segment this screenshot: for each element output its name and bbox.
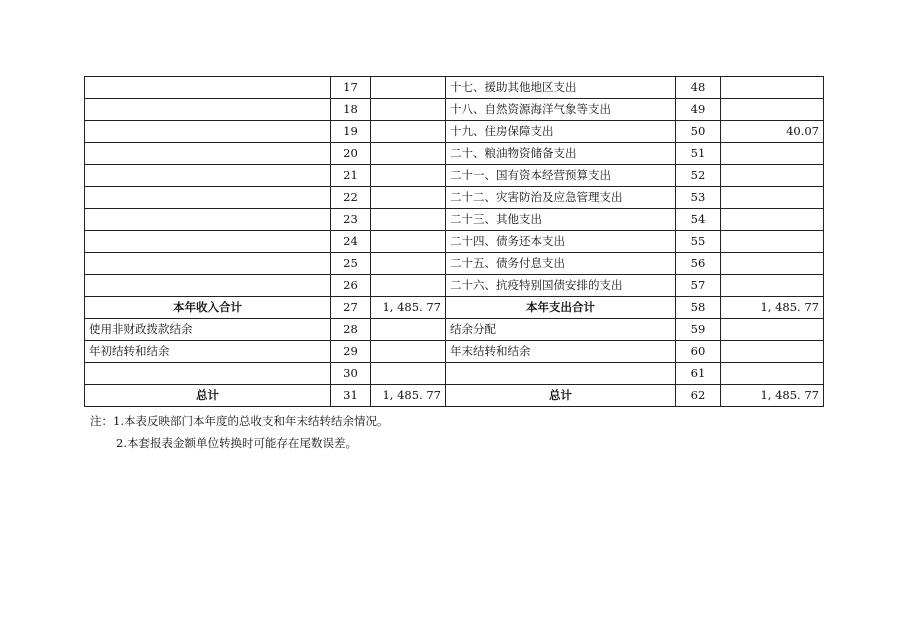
expenditure-line-number-cell: 61 (676, 363, 721, 385)
income-item-cell (85, 165, 331, 187)
income-amount-cell (371, 363, 446, 385)
income-item-cell (85, 253, 331, 275)
income-line-number-cell: 23 (331, 209, 371, 231)
income-line-number-cell: 18 (331, 99, 371, 121)
table-row (85, 319, 824, 341)
expenditure-item-cell: 二十二、灾害防治及应急管理支出 (446, 187, 676, 209)
income-amount-cell (371, 77, 446, 99)
income-amount-cell (371, 341, 446, 363)
expenditure-item-cell: 二十五、债务付息支出 (446, 253, 676, 275)
income-amount-cell (371, 253, 446, 275)
expenditure-line-number-cell: 60 (676, 341, 721, 363)
expenditure-item-cell: 十八、自然资源海洋气象等支出 (446, 99, 676, 121)
income-line-number-cell: 21 (331, 165, 371, 187)
expenditure-amount-cell: 1, 485. 77 (721, 385, 824, 407)
income-item-cell: 总计 (85, 385, 331, 407)
expenditure-item-cell: 二十三、其他支出 (446, 209, 676, 231)
expenditure-item-cell: 十七、援助其他地区支出 (446, 77, 676, 99)
table-row (85, 187, 824, 209)
table-row (85, 253, 824, 275)
expenditure-item-cell: 总计 (446, 385, 676, 407)
table-row (85, 363, 824, 385)
expenditure-amount-cell (721, 275, 824, 297)
expenditure-amount-cell (721, 77, 824, 99)
expenditure-amount-cell (721, 99, 824, 121)
expenditure-amount-cell: 40.07 (721, 121, 824, 143)
income-line-number-cell: 29 (331, 341, 371, 363)
income-item-cell (85, 121, 331, 143)
expenditure-amount-cell: 1, 485. 77 (721, 297, 824, 319)
income-line-number-cell: 24 (331, 231, 371, 253)
income-amount-cell (371, 99, 446, 121)
income-line-number-cell: 26 (331, 275, 371, 297)
expenditure-line-number-cell: 52 (676, 165, 721, 187)
income-item-cell (85, 187, 331, 209)
expenditure-line-number-cell: 48 (676, 77, 721, 99)
income-item-cell (85, 231, 331, 253)
expenditure-line-number-cell: 56 (676, 253, 721, 275)
income-amount-cell (371, 187, 446, 209)
income-amount-cell (371, 165, 446, 187)
expenditure-amount-cell (721, 209, 824, 231)
income-line-number-cell: 20 (331, 143, 371, 165)
income-amount-cell (371, 319, 446, 341)
table-row (85, 385, 824, 407)
expenditure-item-cell: 二十一、国有资本经营预算支出 (446, 165, 676, 187)
expenditure-line-number-cell: 58 (676, 297, 721, 319)
income-amount-cell (371, 275, 446, 297)
expenditure-line-number-cell: 49 (676, 99, 721, 121)
income-item-cell (85, 363, 331, 385)
table-row (85, 77, 824, 99)
expenditure-item-cell: 本年支出合计 (446, 297, 676, 319)
income-line-number-cell: 22 (331, 187, 371, 209)
expenditure-item-cell: 二十四、债务还本支出 (446, 231, 676, 253)
income-item-cell (85, 143, 331, 165)
table-row (85, 165, 824, 187)
expenditure-amount-cell (721, 143, 824, 165)
table-row (85, 297, 824, 319)
income-amount-cell (371, 121, 446, 143)
expenditure-line-number-cell: 57 (676, 275, 721, 297)
income-line-number-cell: 28 (331, 319, 371, 341)
notes (90, 410, 388, 454)
table-row (85, 275, 824, 297)
income-item-cell: 本年收入合计 (85, 297, 331, 319)
expenditure-line-number-cell: 59 (676, 319, 721, 341)
expenditure-line-number-cell: 54 (676, 209, 721, 231)
income-amount-cell (371, 231, 446, 253)
income-amount-cell: 1, 485. 77 (371, 297, 446, 319)
income-item-cell: 年初结转和结余 (85, 341, 331, 363)
income-amount-cell (371, 143, 446, 165)
table-row (85, 341, 824, 363)
expenditure-amount-cell (721, 319, 824, 341)
income-amount-cell (371, 209, 446, 231)
expenditure-item-cell: 年末结转和结余 (446, 341, 676, 363)
income-item-cell (85, 99, 331, 121)
income-line-number-cell: 17 (331, 77, 371, 99)
expenditure-item-cell: 十九、住房保障支出 (446, 121, 676, 143)
income-item-cell: 使用非财政拨款结余 (85, 319, 331, 341)
expenditure-item-cell: 结余分配 (446, 319, 676, 341)
expenditure-item-cell: 二十、粮油物资储备支出 (446, 143, 676, 165)
note-line-1: 注：1.本表反映部门本年度的总收支和年末结转结余情况。 (90, 414, 389, 428)
table-row (85, 121, 824, 143)
table-row (85, 99, 824, 121)
expenditure-amount-cell (721, 231, 824, 253)
expenditure-amount-cell (721, 187, 824, 209)
expenditure-line-number-cell: 51 (676, 143, 721, 165)
income-expenditure-table (84, 76, 824, 407)
expenditure-amount-cell (721, 341, 824, 363)
income-line-number-cell: 30 (331, 363, 371, 385)
table-row (85, 143, 824, 165)
income-item-cell (85, 275, 331, 297)
expenditure-line-number-cell: 55 (676, 231, 721, 253)
expenditure-line-number-cell: 62 (676, 385, 721, 407)
expenditure-amount-cell (721, 363, 824, 385)
note-line-2: 2.本套报表金额单位转换时可能存在尾数误差。 (116, 436, 357, 450)
income-line-number-cell: 31 (331, 385, 371, 407)
table-row (85, 209, 824, 231)
table-row (85, 231, 824, 253)
income-item-cell (85, 209, 331, 231)
income-line-number-cell: 19 (331, 121, 371, 143)
income-line-number-cell: 27 (331, 297, 371, 319)
expenditure-amount-cell (721, 165, 824, 187)
expenditure-item-cell (446, 363, 676, 385)
income-item-cell (85, 77, 331, 99)
income-amount-cell: 1, 485. 77 (371, 385, 446, 407)
expenditure-line-number-cell: 53 (676, 187, 721, 209)
expenditure-line-number-cell: 50 (676, 121, 721, 143)
expenditure-amount-cell (721, 253, 824, 275)
expenditure-item-cell: 二十六、抗疫特别国债安排的支出 (446, 275, 676, 297)
income-line-number-cell: 25 (331, 253, 371, 275)
